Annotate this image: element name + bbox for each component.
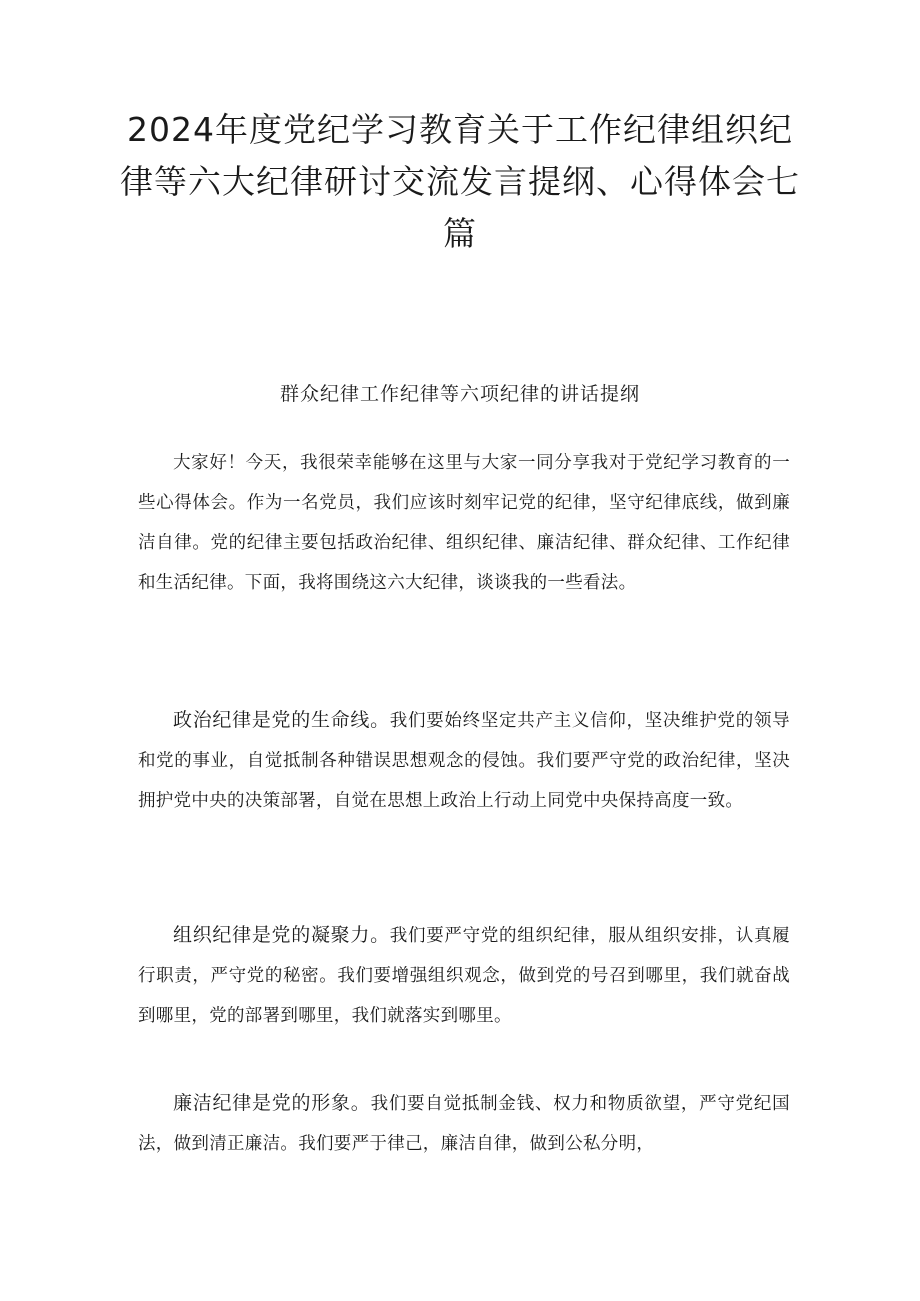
section-heading: 群众纪律工作纪律等六项纪律的讲话提纲 [279,383,640,405]
paragraph-intro [138,443,790,603]
document-title: 2024年度党纪学习教育关于工作纪律组织纪律等六大纪律研讨交流发言提纲、心得体会七篇 [120,110,800,253]
paragraph-lead: 廉洁纪律是党的形象。 [173,1092,371,1114]
paragraph-lead: 政治纪律是党的生命线。 [173,709,390,731]
paragraph-political-discipline [138,700,790,821]
paragraph-integrity-discipline [138,1083,790,1164]
paragraph-text: 大家好！今天，我很荣幸能够在这里与大家一同分享我对于党纪学习教育的一些心得体会。作为一名党员，我们应该时刻牢记党的纪律，坚守纪律底线，做到廉洁自律。党的纪律主要包括政治纪律、组织纪律、廉洁纪律、群众纪律、工作纪律和生活纪律。下面，我将围绕这六大纪律，谈谈我的一些看法。 [138,453,790,593]
paragraph-text: 我们要自觉抵制金钱、权力和物质欲望，严守党纪国法，做到清正廉洁。我们要严于律己，廉洁自律，做到公私分明， [138,1094,790,1154]
paragraph-text: 我们要始终坚定共产主义信仰，坚决维护党的领导和党的事业，自觉抵制各种错误思想观念的侵蚀。我们要严守党的政治纪律，坚决拥护党中央的决策部署，自觉在思想上政治上行动上同党中央保持高度一致。 [138,711,790,811]
paragraph-lead: 组织纪律是党的凝聚力。 [173,924,390,946]
paragraph-text: 我们要严守党的组织纪律，服从组织安排，认真履行职责，严守党的秘密。我们要增强组织观念，做到党的号召到哪里，我们就奋战到哪里，党的部署到哪里，我们就落实到哪里。 [138,926,790,1026]
paragraph-organizational-discipline [138,915,790,1036]
